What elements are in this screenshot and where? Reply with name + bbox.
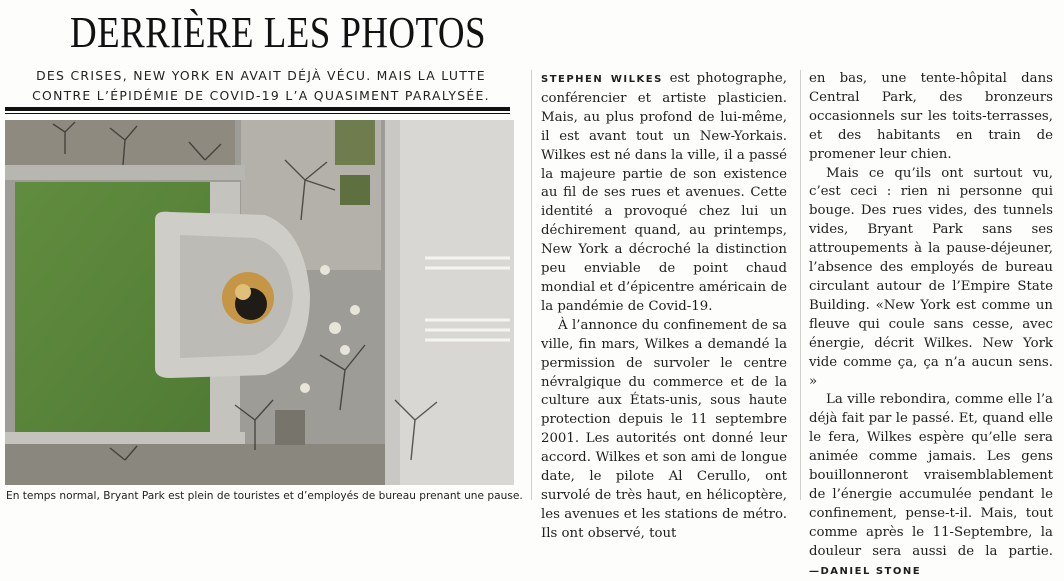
column-divider: [531, 70, 532, 500]
article-column-2: [809, 70, 1053, 577]
title-rule-thin: [5, 113, 510, 114]
photo-caption: En temps normal, Bryant Park est plein de touristes et d’employés de bureau prenant une pause.: [6, 490, 523, 502]
title-rule: [5, 107, 510, 111]
article-paragraph: en bas, une tente-hôpital dans Central Park, des bronzeurs occasionnels sur les toits-terrasses, et des habitants en train de promener leur chien.: [809, 71, 1053, 162]
page-title: DERRIÈRE LES PHOTOS: [70, 8, 486, 57]
article-paragraph: [809, 391, 1053, 581]
article-paragraph: À l’annonce du confinement de sa ville, fin mars, Wilkes a demandé la permission de survoler le centre névralgique du commerce et de la culture aux États-unis, sous haute protection depuis le 11 septembre 2001. Les autorités ont donné leur accord. Wilkes et son ami de longue date, le pilote Al Cerullo, ont survolé de très haut, en hélicoptère, les avenues et les stations de métro. Ils ont observé, tout: [541, 317, 787, 541]
aerial-photo-illustration: [5, 120, 514, 485]
article-paragraph: [541, 70, 787, 317]
column-divider: [800, 70, 801, 500]
paragraph-text: La ville rebondira, comme elle l’a déjà fait par le passé. Et, quand elle le fera, Wilkes espère qu’elle sera animée comme jamais. Les gens bouillonneront vraisemblablement de l’énergie accumulée pendant le confinement, pense-t-il. Mais, tout comme après le 11-Septembre, la douleur sera aussi de la partie.: [809, 392, 1053, 559]
byline: STEPHEN WILKES: [541, 74, 663, 85]
article-column-1: [541, 70, 787, 541]
paragraph-text: est photographe, conférencier et artiste plasticien. Mais, au plus profond de lui-même, il est avant tout un New-Yorkais. Wilkes est né dans la ville, il a passé la majeure partie de son existence au fil de ses rues et avenues. Cette identité a provoqué chez lui un déchirement quand, au printemps, New York a décroché la distinction peu enviable de point chaud mondial et d’épicentre américain de la pandémie de Covid-19.: [541, 71, 787, 314]
subtitle: DES CRISES, NEW YORK EN AVAIT DÉJÀ VÉCU. MAIS LA LUTTE CONTRE L’ÉPIDÉMIE DE COVID-19 L’A QUASIMENT PARALYSÉE.: [32, 68, 490, 103]
article-paragraph: Mais ce qu’ils ont surtout vu, c’est ceci : rien ni personne qui bouge. Des rues vides, des tunnels vides, Bryant Park sans ses attroupements à la pause-déjeuner, l’absence des employés de bureau circulant autour de l’Empire State Building. «New York est comme un fleuve qui coule sans cesse, avec énergie, décrit Wilkes. New York vide comme ça, ça n’a aucun sens. »: [809, 165, 1053, 389]
author-signature: —DANIEL STONE: [809, 565, 922, 577]
aerial-photo-bryant-park: [5, 120, 514, 485]
